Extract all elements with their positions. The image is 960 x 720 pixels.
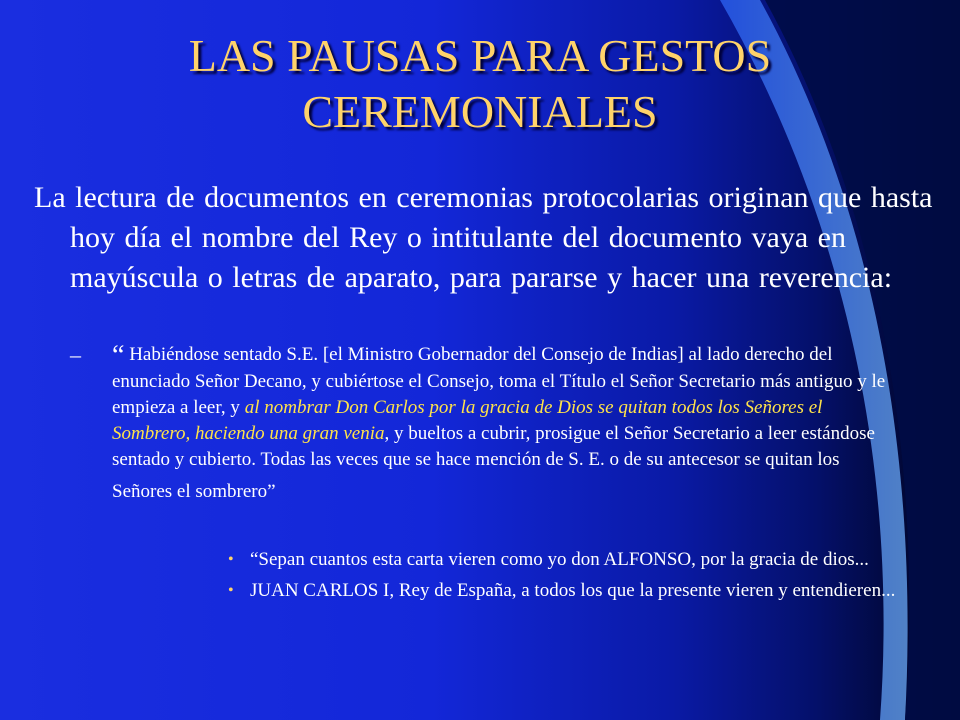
- bullet-text: JUAN CARLOS I, Rey de España, a todos los que la presente vieren y entendieren...: [250, 580, 896, 601]
- quote-part-1: Habiéndose sentado S.E. [el Ministro Gobernador del Consejo de Indias] al lado derecho del enunciado Señor Decano, y cubiértose el Consejo, toma el Título el Señor Secretario más antiguo y le empieza a leer, y: [112, 344, 886, 418]
- quote-ending: Señores el sombrero”: [112, 481, 276, 502]
- body-paragraph: La lectura de documentos en ceremonias protocolarias originan que hasta hoy día el nombre del Rey o intitulante del documento vaya en mayúscula o letras de aparato, para pararse y hacer una reverencia:: [34, 181, 933, 294]
- quote-text: [112, 342, 900, 505]
- bullet-list: [228, 548, 908, 610]
- dash-marker: –: [70, 342, 81, 367]
- bullet-text: “Sepan cuantos esta carta vieren como yo don ALFONSO, por la gracia de dios...: [250, 549, 869, 570]
- quote-block: [70, 342, 900, 505]
- quote-part-2: , y bueltos a cubrir, prosigue el Señor Secretario a leer estándose sentado y cubierto. Todas las veces que se hace mención de S. E. o de su antecesor se quitan los: [112, 423, 875, 470]
- title-line-2: CEREMONIALES: [302, 86, 658, 137]
- slide-title: [60, 28, 900, 140]
- bullet-dot-icon: •: [228, 551, 234, 568]
- bullet-item: [228, 548, 908, 571]
- bullet-dot-icon: •: [228, 582, 234, 599]
- title-line-1: LAS PAUSAS PARA GESTOS: [188, 30, 772, 81]
- bullet-item: [228, 579, 908, 602]
- quote-highlight: al nombrar Don Carlos por la gracia de Dios se quitan todos los Señores el Sombrero, haciendo una gran venia: [112, 397, 823, 444]
- open-quote: “: [112, 340, 125, 371]
